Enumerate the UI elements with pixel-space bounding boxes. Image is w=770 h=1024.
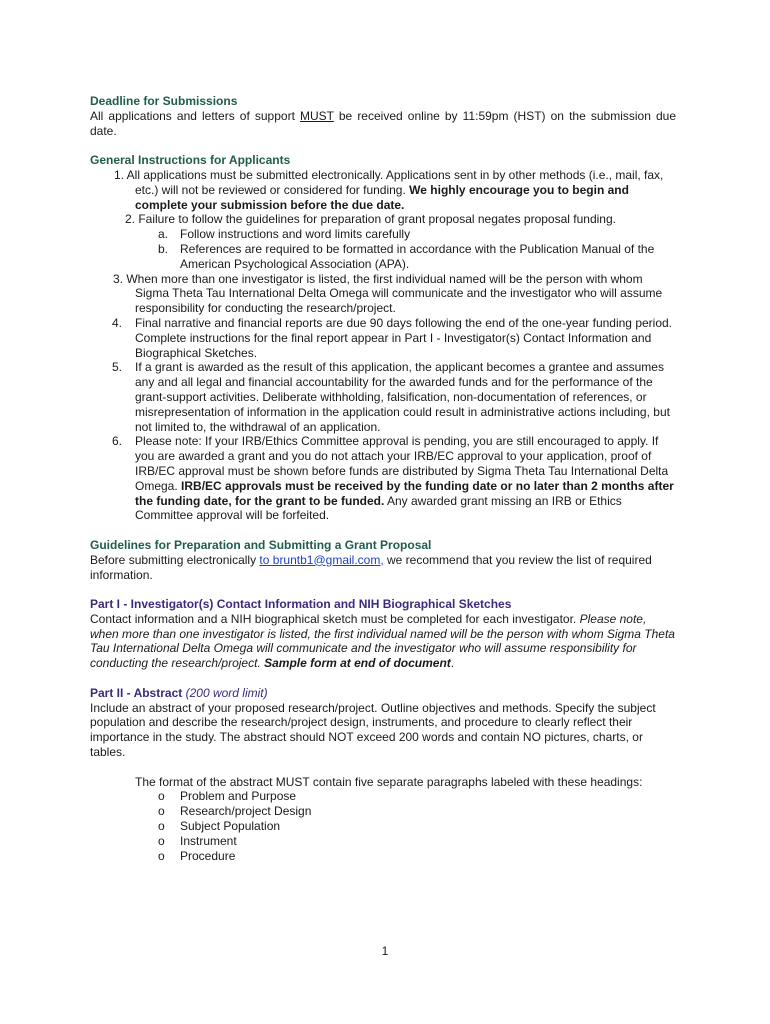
general-item-4-marker: 4. [112, 315, 123, 330]
list-item [90, 834, 676, 849]
part1-paragraph [90, 612, 676, 671]
deadline-text-post: be received online by 11:59pm (HST) on the submission due date. [90, 108, 676, 138]
part1-text: Contact information and a NIH biographical sketch must be completed for each investigator. [90, 611, 580, 626]
part2-paragraph: Include an abstract of your proposed research/project. Outline objectives and methods. Specify the subject population and describe the research/project design, instruments, and procedure to clearly reflect their importance in the study. The abstract should NOT exceed 200 words and contain NO pictures, charts, or tables. [90, 700, 656, 760]
deadline-heading: Deadline for Submissions [90, 94, 238, 108]
part1-heading: Part I - Investigator(s) Contact Information and NIH Biographical Sketches [90, 597, 512, 612]
part2-heading [90, 686, 676, 701]
list-item [90, 804, 676, 819]
part1-note: Please note, when more than one investigator is listed, the first individual named will be the person with whom Sigma Theta Tau International Delta Omega will communicate and the investigator who will assume responsibility for conducting the research/project. [90, 611, 675, 671]
general-item-5-marker: 5. [112, 360, 123, 375]
page-number: 1 [381, 944, 389, 958]
general-item-5-text: If a grant is awarded as the result of this application, the applicant becomes a grantee and assumes any and all legal and financial accountability for the awarded funds and for the performance of the grant-support activities. Deliberate withholding, falsification, non-documentation of references, or misrepresentation of information in the application could result in administrative actions including, but not limited to, the withdrawal of an application. [135, 360, 670, 434]
guidelines-paragraph [90, 553, 676, 583]
abstract-heading-4: Instrument [180, 833, 237, 848]
general-item-2b-marker: b. [158, 241, 169, 256]
deadline-text-pre: All applications and letters of support [90, 108, 300, 123]
general-item-3: 3. When more than one investigator is listed, the first individual named will be the person with whom Sigma Theta Tau International Delta Omega will communicate and the investigator who will assume responsibility for conducting the research/project. [113, 271, 663, 316]
bullet-marker: o [158, 819, 165, 834]
general-item-2b [90, 242, 676, 272]
abstract-heading-2: Research/project Design [180, 804, 312, 819]
general-item-2b-text: References are required to be formatted in accordance with the Publication Manual of the American Psychological Association (APA). [180, 241, 655, 271]
part1-period: . [450, 656, 455, 671]
general-item-6-bold: IRB/EC approvals must be received by the funding date or no later than 2 months after the funding date, for the grant to be funded. [135, 478, 674, 508]
abstract-format-intro: The format of the abstract MUST contain five separate paragraphs labeled with these headings: [135, 774, 643, 789]
bullet-marker: o [158, 789, 165, 804]
abstract-headings-list [90, 789, 676, 863]
general-item-2a-text: Follow instructions and word limits carefully [180, 227, 411, 242]
general-item-1-text: 1. All applications must be submitted electronically. Applications sent in by other methods (i.e., mail, fax, etc.) will not be reviewed or considered for funding. [114, 167, 664, 197]
part1-sample-form-note: Sample form at end of document [260, 656, 451, 671]
list-item [90, 789, 676, 804]
guidelines-text-pre: Before submitting electronically [90, 552, 260, 567]
email-link[interactable]: to bruntb1@gmail.com, [259, 552, 384, 567]
bullet-marker: o [158, 848, 165, 863]
general-item-1-bold: We highly encourage you to begin and complete your submission before the due date. [135, 182, 629, 212]
document-body [90, 94, 676, 863]
general-item-2a [90, 227, 676, 242]
abstract-heading-5: Procedure [180, 848, 236, 863]
general-item-6-text: Please note: If your IRB/Ethics Committee approval is pending, you are still encouraged to apply. If you are awarded a grant and you do not attach your IRB/EC approval to your application, proof of IRB/EC approval must be shown before funds are distributed by Sigma Theta Tau International Delta Omega. [135, 434, 669, 493]
general-item-2: 2. Failure to follow the guidelines for preparation of grant proposal negates proposal funding. [125, 212, 616, 227]
list-item [90, 849, 676, 864]
general-item-6 [90, 434, 676, 523]
general-item-4-text: Final narrative and financial reports are due 90 days following the end of the one-year funding period. Complete instructions for the final report appear in Part I - Investigator(s) Contact Information and Biographical Sketches. [135, 315, 673, 360]
general-item-2a-marker: a. [158, 227, 169, 242]
general-item-6-text-post: Any awarded grant missing an IRB or Ethics Committee approval will be forfeited. [135, 493, 622, 523]
abstract-heading-1: Problem and Purpose [180, 789, 297, 804]
general-item-6-marker: 6. [112, 434, 123, 449]
part2-heading-text: Part II - Abstract [90, 685, 183, 700]
list-item [90, 819, 676, 834]
general-instructions-heading: General Instructions for Applicants [90, 153, 291, 168]
general-item-5 [90, 360, 676, 434]
deadline-paragraph [90, 109, 676, 139]
guidelines-heading: Guidelines for Preparation and Submitting a Grant Proposal [90, 537, 432, 552]
guidelines-text-post: we recommend that you review the list of required information. [90, 552, 652, 582]
part2-word-limit: (200 word limit) [185, 685, 268, 700]
bullet-marker: o [158, 804, 165, 819]
deadline-must: MUST [300, 108, 334, 123]
abstract-heading-3: Subject Population [180, 819, 281, 834]
general-item-4 [90, 316, 676, 360]
bullet-marker: o [158, 833, 165, 848]
general-item-1 [90, 168, 676, 212]
